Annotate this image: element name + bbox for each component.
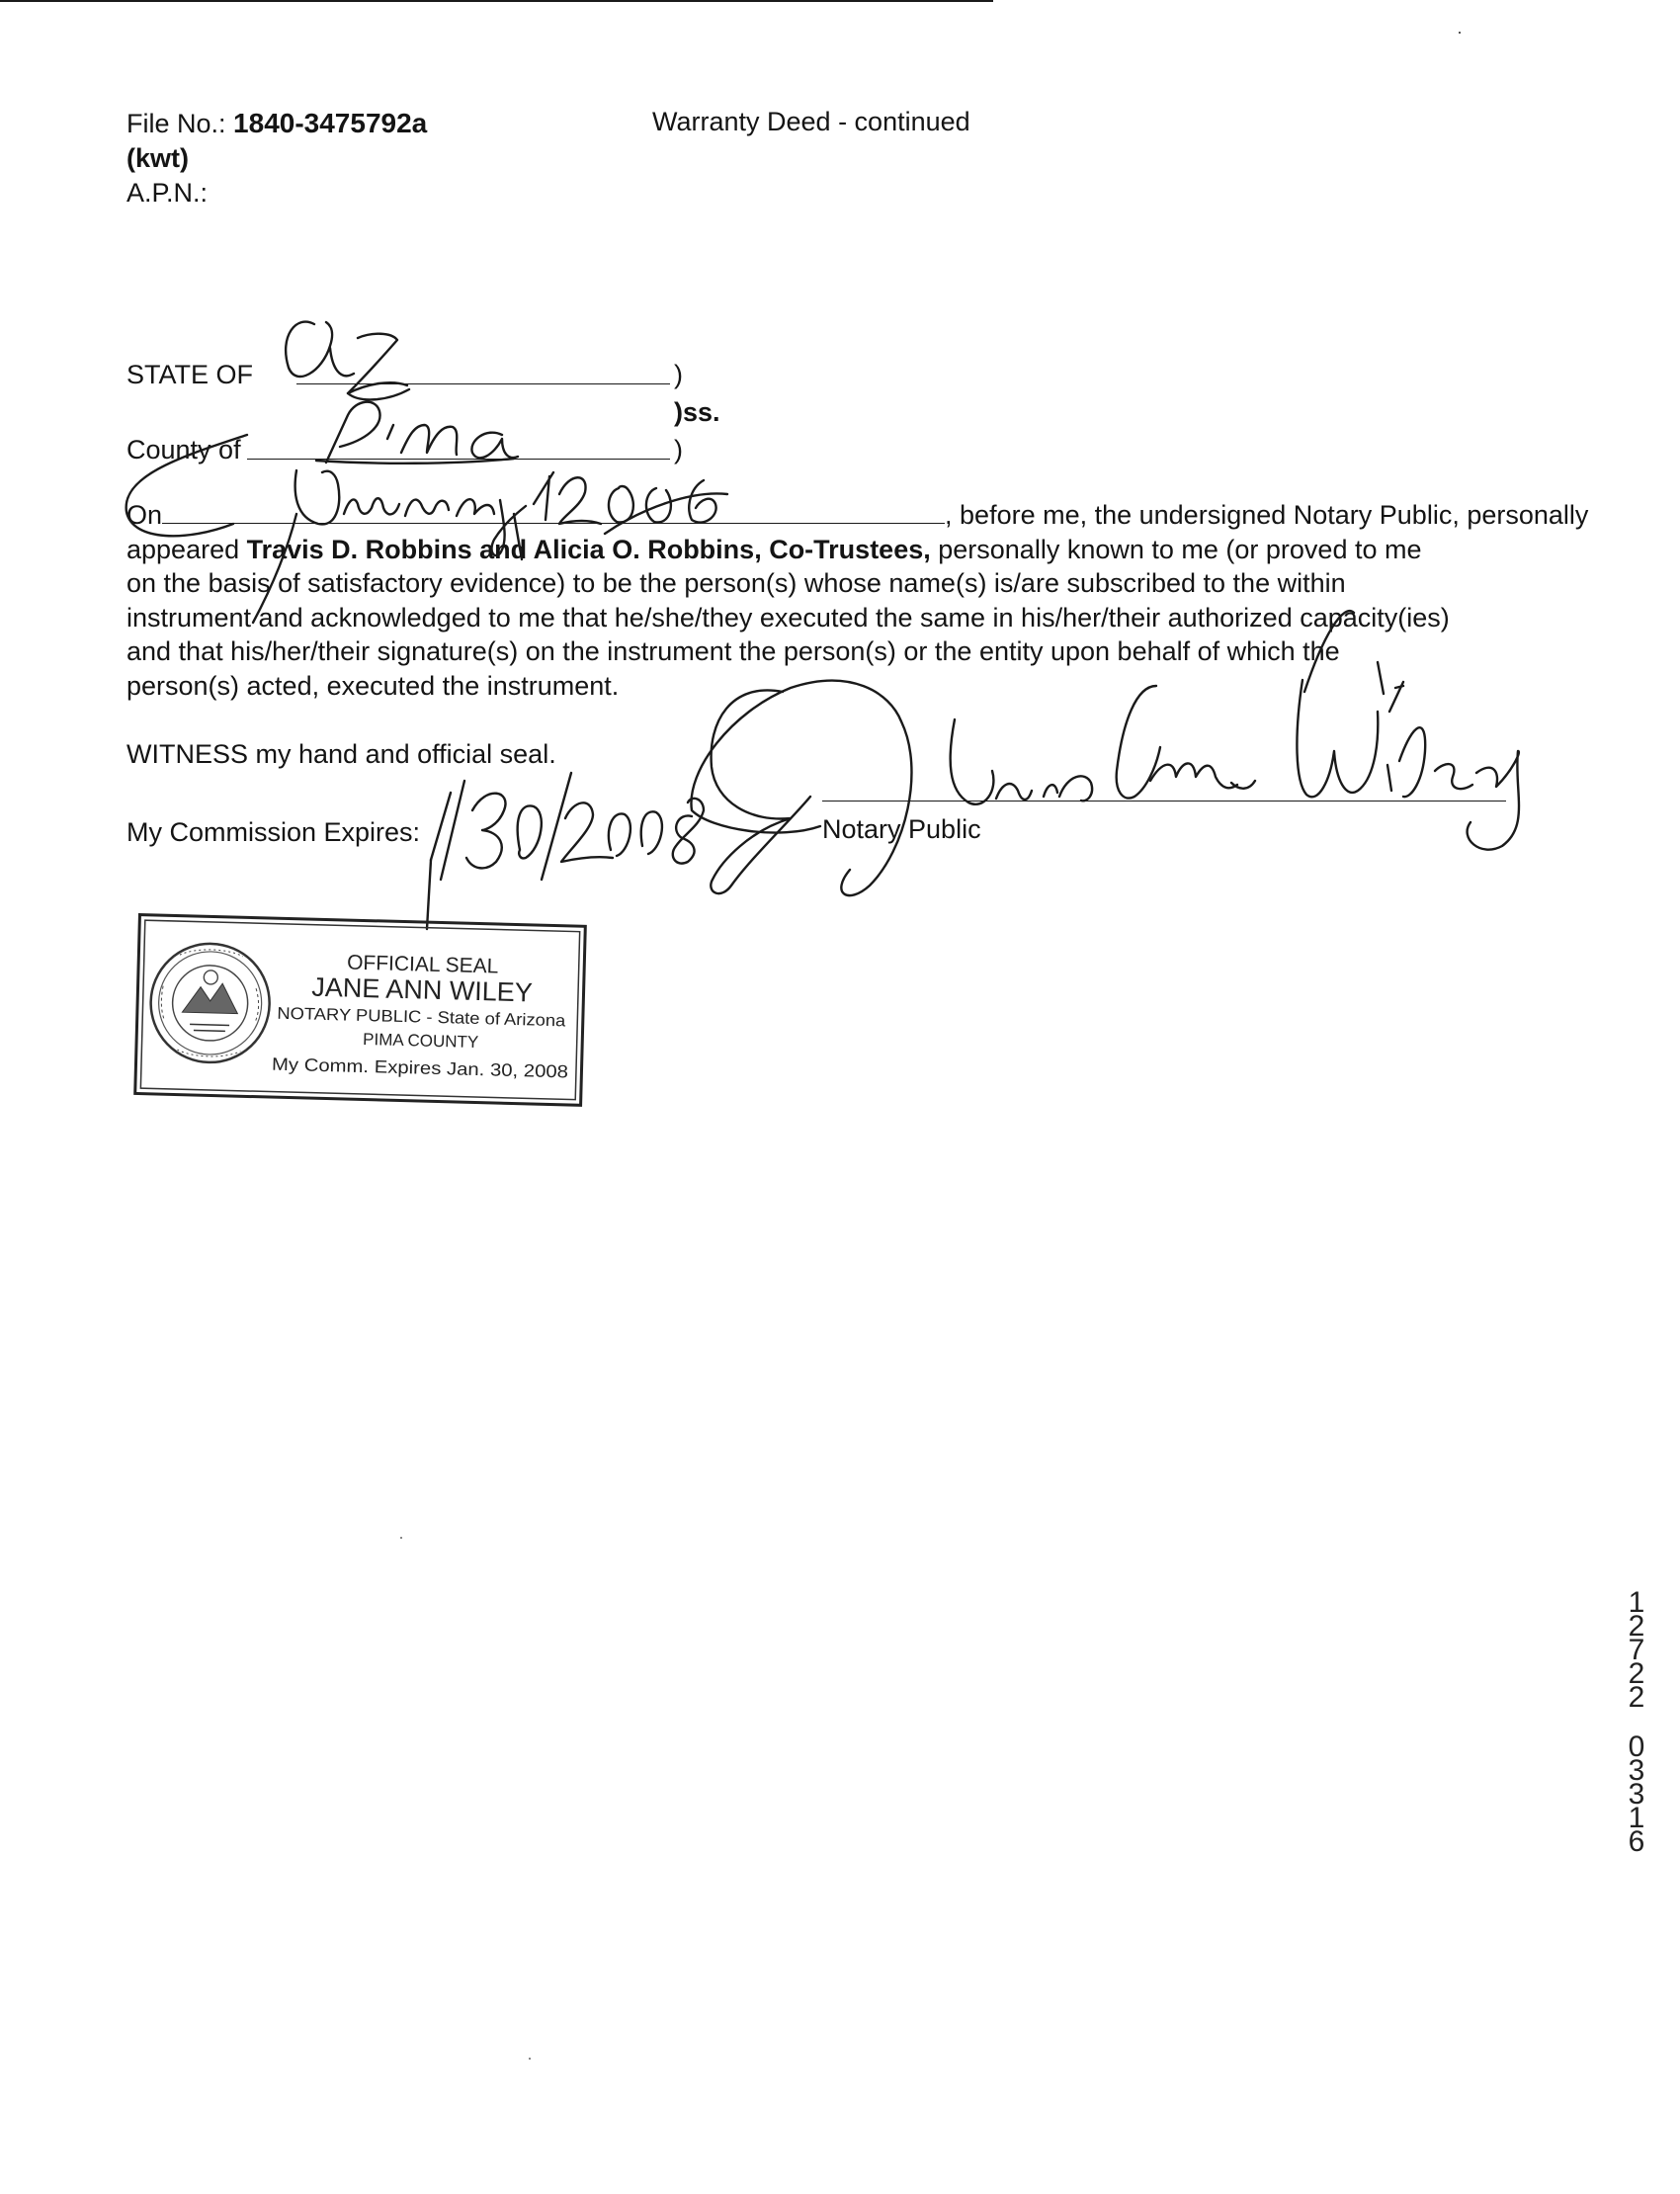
handwritten-loop-county xyxy=(126,435,247,536)
recording-number-digit: 0 xyxy=(1628,1730,1645,1763)
scan-speck xyxy=(1459,32,1461,34)
ack-line2-prefix: appeared xyxy=(126,534,247,564)
seal-line4: PIMA COUNTY xyxy=(362,1029,479,1053)
ack-line4: instrument and acknowledged to me that he/she/they executed the same in his/her/their authorized capacity(ies) xyxy=(126,602,1450,633)
recording-number-digit: 3 xyxy=(1628,1778,1645,1811)
file-label: File No.: xyxy=(126,109,226,138)
recording-number-digit: 7 xyxy=(1628,1634,1645,1666)
handwritten-date xyxy=(295,470,727,555)
handwritten-stroke-paragraph-2 xyxy=(514,514,522,559)
recording-number-digit: 2 xyxy=(1628,1681,1645,1714)
county-paren: ) xyxy=(674,435,683,464)
official-notary-seal xyxy=(133,913,587,1107)
scan-speck xyxy=(400,1537,402,1539)
seal-line5: My Comm. Expires Jan. 30, 2008 xyxy=(271,1054,536,1081)
seal-stamp-graphic xyxy=(136,916,584,1104)
ss-label: )ss. xyxy=(674,397,720,427)
handwritten-loop-right xyxy=(1304,611,1354,692)
recording-number-vertical xyxy=(1625,1586,1648,1858)
state-paren: ) xyxy=(674,360,683,389)
recording-number-digit: 3 xyxy=(1628,1754,1645,1787)
seal-line1: OFFICIAL SEAL xyxy=(346,951,499,978)
notary-signature xyxy=(711,662,1519,893)
seal-line3: NOTARY PUBLIC - State of Arizona xyxy=(277,1003,545,1030)
ack-line6: person(s) acted, executed the instrument. xyxy=(126,670,620,701)
file-suffix: (kwt) xyxy=(126,143,189,173)
document-title: Warranty Deed - continued xyxy=(652,107,970,136)
ack-line3: on the basis of satisfactory evidence) to be the person(s) whose name(s) is/are subscribed to the within xyxy=(126,568,1346,598)
scan-speck xyxy=(529,2058,531,2060)
recording-number-digit: 1 xyxy=(1628,1586,1645,1619)
recording-number-digit: 2 xyxy=(1628,1610,1645,1643)
grantor-names: Travis D. Robbins and Alicia O. Robbins, Co-Trustees, xyxy=(246,534,931,564)
handwriting-overlay xyxy=(0,0,1680,988)
handwritten-commission-date xyxy=(427,773,704,929)
county-label: County of xyxy=(126,435,241,464)
recording-number-digit: 6 xyxy=(1628,1825,1645,1858)
handwritten-stroke-paragraph xyxy=(253,514,296,623)
seal-line2: JANE ANN WILEY xyxy=(310,971,534,1008)
recording-number-digit: 2 xyxy=(1628,1657,1645,1690)
commission-label: My Commission Expires: xyxy=(126,817,421,847)
state-label: STATE OF xyxy=(126,360,253,389)
file-number: 1840-3475792a xyxy=(233,108,428,138)
handwritten-county-pima xyxy=(316,402,518,464)
ack-line1-rest: , before me, the undersigned Notary Public, personally xyxy=(945,500,1589,530)
ack-line2-rest: personally known to me (or proved to me xyxy=(930,534,1422,564)
ack-line5: and that his/her/their signature(s) on the instrument the person(s) or the entity upon behalf of which the xyxy=(126,636,1340,666)
witness-text: WITNESS my hand and official seal. xyxy=(126,739,556,769)
apn-label: A.P.N.: xyxy=(126,178,209,208)
state-seal-emblem xyxy=(149,942,271,1063)
handwritten-state-az xyxy=(286,322,409,400)
on-label: On xyxy=(126,500,163,530)
recording-number-digit: 1 xyxy=(1628,1802,1645,1834)
notary-public-label: Notary Public xyxy=(822,814,981,844)
